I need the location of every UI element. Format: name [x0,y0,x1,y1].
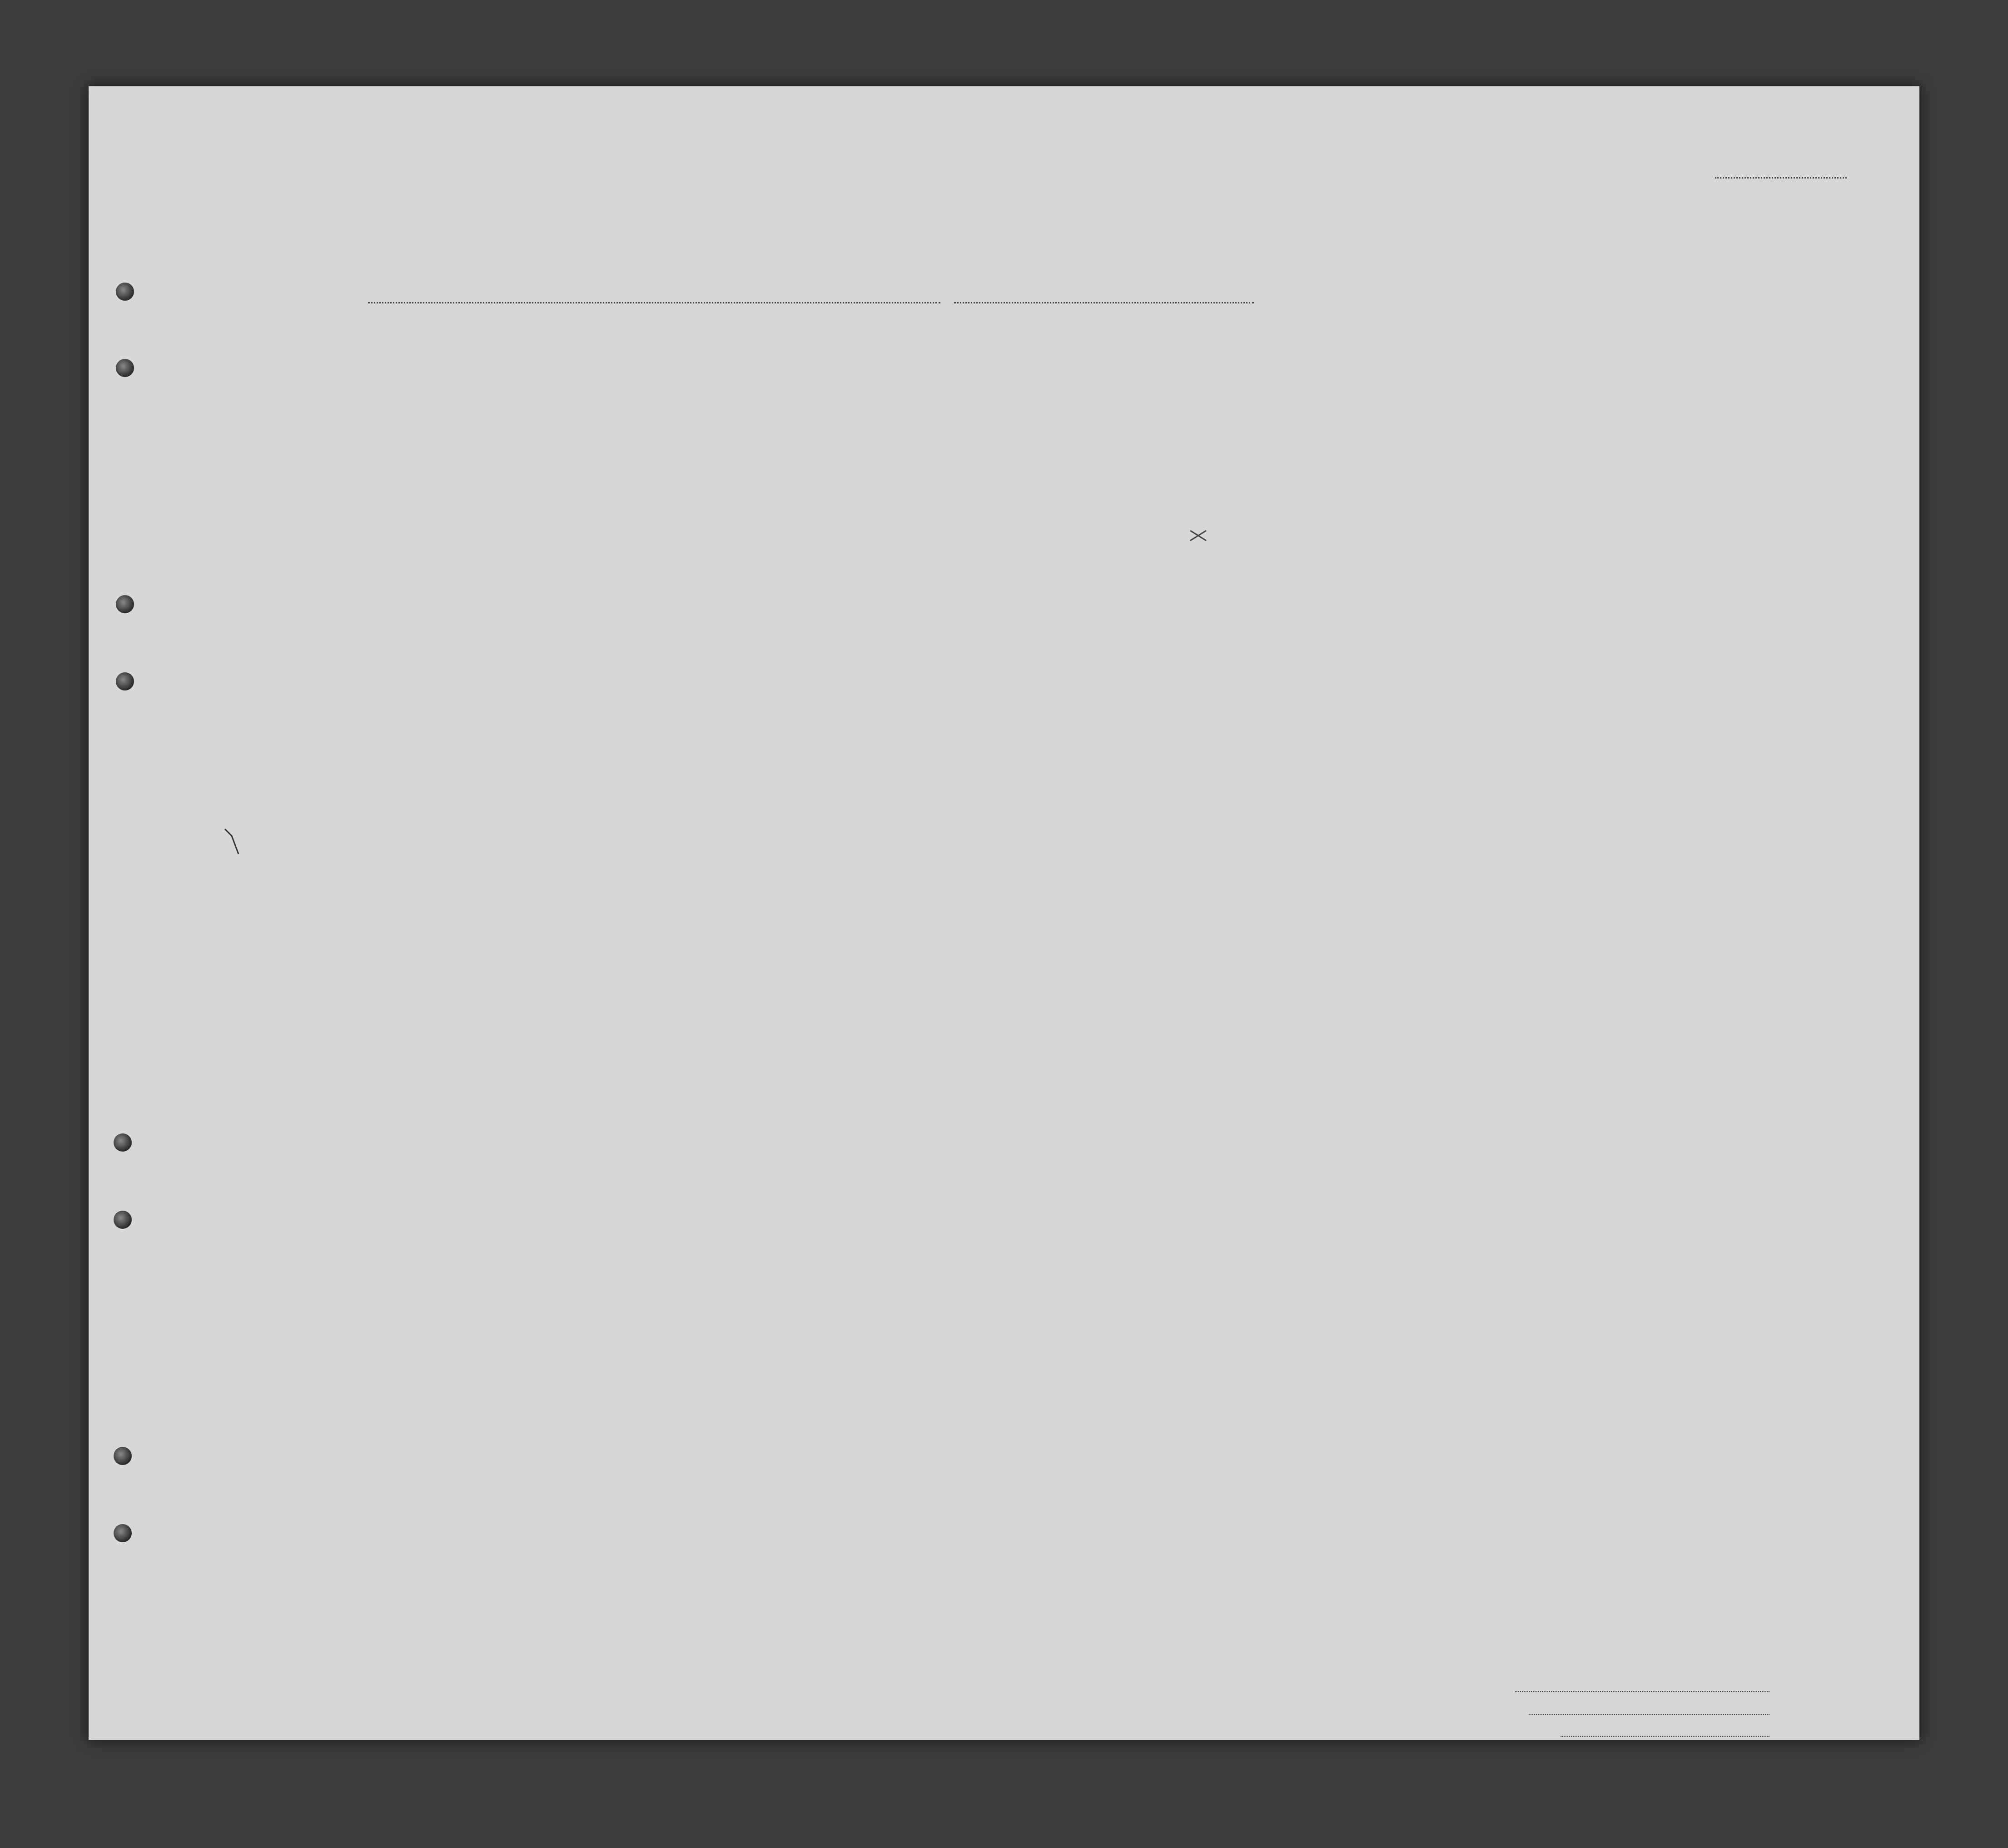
punch-hole [114,1211,132,1229]
owners-rule [1529,1714,1769,1715]
pencil-tick [225,829,239,854]
punch-hole [116,595,134,613]
line-rule [1515,1691,1769,1692]
punch-hole [116,283,134,301]
punch-hole [114,1447,132,1465]
manifest-table [89,86,1919,1740]
manifest-sheet [89,86,1919,1740]
punch-hole [114,1133,132,1152]
strike-mark [1190,531,1206,541]
punch-hole [116,359,134,377]
agents-rule [1561,1736,1769,1737]
punch-hole [116,672,134,691]
punch-hole [114,1524,132,1542]
